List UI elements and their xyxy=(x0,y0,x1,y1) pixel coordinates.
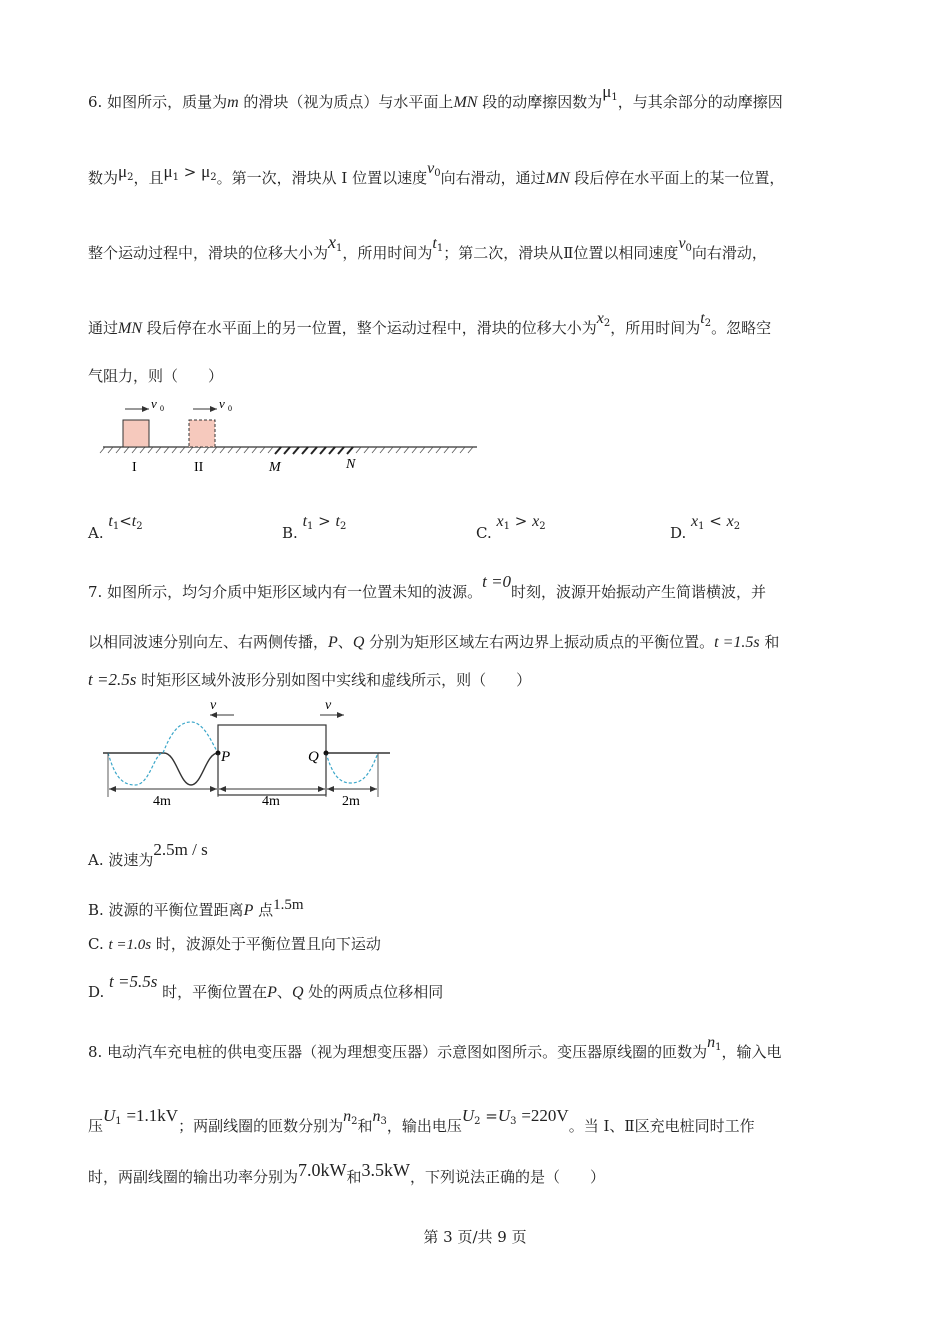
waveform-dashed-right xyxy=(326,753,378,783)
q7-figure xyxy=(98,695,398,813)
svg-text:0: 0 xyxy=(228,404,232,413)
block-position-2 xyxy=(189,420,215,447)
svg-text:M: M xyxy=(269,460,281,475)
q7-option-b[interactable]: B. 波源的平衡位置距离P 点1.5m xyxy=(88,897,304,919)
svg-text:v: v xyxy=(219,396,225,411)
svg-text:4m: 4m xyxy=(153,794,171,809)
q6-option-b[interactable]: B. $t_1 > t_2$ xyxy=(282,512,347,542)
svg-text:N: N xyxy=(346,457,356,472)
q7-option-c[interactable]: C. t =1.0s 时，波源处于平衡位置且向下运动 xyxy=(88,935,381,953)
q6-figure xyxy=(95,392,485,478)
q8-line-1: 8. 电动汽车充电桩的供电变压器（视为理想变压器）示意图如图所示。变压器原线圈的匝数为$n_1$，输入电 xyxy=(88,1034,782,1061)
q7-line-3: t =2.5s 时矩形区域外波形分别如图中实线和虚线所示，则（ ） xyxy=(88,670,532,689)
q8-line-2: 压$U_1 =1.1kV$；两副线圈的匝数分别为$n_2$和$n_3$，输出电压$U_2 =U_3 =220V$。当 I、Ⅱ区充电桩同时工作 xyxy=(88,1106,755,1135)
q6-option-a[interactable]: A. $t_1<t_2$ xyxy=(88,512,143,542)
q7-option-d[interactable]: D. t =5.5s 时，平衡位置在P、Q 处的两质点位移相同 xyxy=(88,972,444,1001)
q6-line-5: 气阻力，则（ ） xyxy=(88,367,224,385)
block-position-1 xyxy=(123,420,149,447)
svg-text:I: I xyxy=(132,460,137,475)
q6-line-4: 通过MN 段后停在水平面上的另一位置，整个运动过程中，滑块的位移大小为$x_2$，所用时间为$t_2$。忽略空 xyxy=(88,310,772,337)
q6-line-2: 数为$\mu_2$，且$\mu_1 > \mu_2$。第一次，滑块从 I 位置以速度$v_0$向右滑动，通过MN 段后停在水平面上的某一位置， xyxy=(88,160,785,187)
svg-text:v: v xyxy=(210,698,217,713)
svg-text:0: 0 xyxy=(160,404,164,413)
q6-line-3: 整个运动过程中，滑块的位移大小为$x_1$，所用时间为$t_1$；第二次，滑块从Ⅱ位置以相同速度$v_0$向右滑动， xyxy=(88,232,767,262)
svg-text:Q: Q xyxy=(308,749,319,765)
q6-option-d[interactable]: D. $x_1 < x_2$ xyxy=(670,512,741,542)
q7-line-1: 7. 如图所示，均匀介质中矩形区域内有一位置未知的波源。t =0时刻，波源开始振动产生简谐横波，并 xyxy=(88,572,767,601)
q7-line-2: 以相同波速分别向左、右两侧传播，P、Q 分别为矩形区域左右两边界上振动质点的平衡位置。t =1.5s 和 xyxy=(88,633,780,651)
q7-option-a[interactable]: A. 波速为2.5m / s xyxy=(88,840,208,869)
q6-option-c[interactable]: C. $x_1 > x_2$ xyxy=(476,512,546,542)
page-footer: 第 3 页/共 9 页 xyxy=(423,1228,527,1246)
svg-text:2m: 2m xyxy=(342,794,360,809)
q8-line-3: 时，两副线圈的输出功率分别为7.0kW和3.5kW，下列说法正确的是（ ） xyxy=(88,1160,606,1186)
svg-text:v: v xyxy=(151,396,157,411)
svg-text:v: v xyxy=(325,698,332,713)
q6-line-1: 6. 如图所示，质量为m 的滑块（视为质点）与水平面上MN 段的动摩擦因数为$\mu_1$，与其余部分的动摩擦因 xyxy=(88,82,783,111)
svg-text:4m: 4m xyxy=(262,794,280,809)
mn-segment-hatching xyxy=(275,447,353,454)
svg-text:II: II xyxy=(194,460,204,475)
waveform-solid-left xyxy=(103,753,218,785)
svg-text:P: P xyxy=(221,749,231,765)
